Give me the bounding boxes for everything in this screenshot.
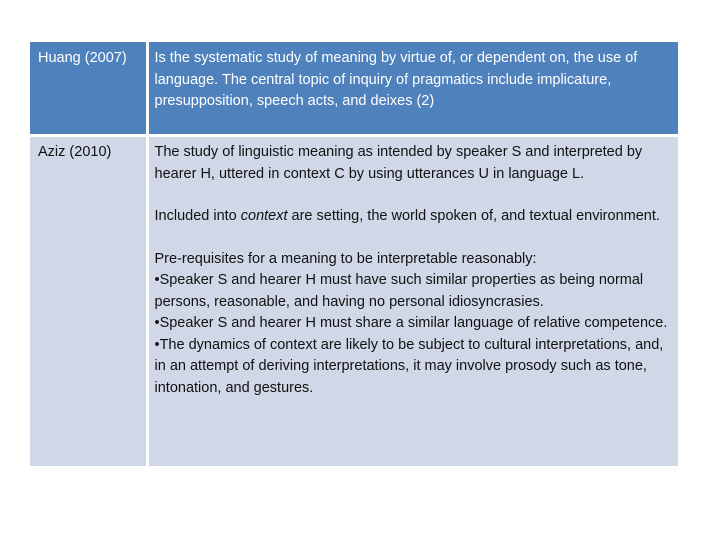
definition-text: Is the systematic study of meaning by virtue of, or dependent on, the use of language. The central topic of inquiry of pragmatics include implicature, presupposition, speech acts, and deixes (2) — [154, 50, 638, 109]
context-note-before: Included into — [154, 208, 241, 224]
context-note-emphasis: context — [240, 208, 288, 224]
definitions-table — [30, 42, 678, 466]
prerequisites-intro: Pre-requisites for a meaning to be interpretable reasonably: — [154, 250, 537, 267]
list-item: •The dynamics of context are likely to be subject to cultural interpretations, and, in an attempt of deriving interpretations, it may involve prosody such as tone, intonation, and gestures. — [154, 336, 664, 396]
context-note — [155, 206, 669, 228]
context-note-after: are setting, the world spoken of, and textual environment. — [287, 208, 660, 224]
table-row — [30, 42, 678, 136]
definition-text: The study of linguistic meaning as intended by speaker S and interpreted by hearer H, uttered in context C by using utterances U in language L. — [154, 144, 643, 182]
author-cell — [30, 136, 147, 467]
list-item: •Speaker S and hearer H must have such similar properties as being normal persons, reasonable, and having no personal idiosyncrasies. — [154, 272, 644, 310]
definition-cell — [147, 136, 678, 467]
table-row — [30, 136, 678, 467]
author-cell — [30, 42, 147, 136]
author-name: Huang (2007) — [38, 50, 127, 66]
author-name: Aziz (2010) — [38, 144, 112, 160]
list-item: •Speaker S and hearer H must share a similar language of relative competence. — [154, 315, 668, 331]
definition-cell — [147, 42, 678, 136]
